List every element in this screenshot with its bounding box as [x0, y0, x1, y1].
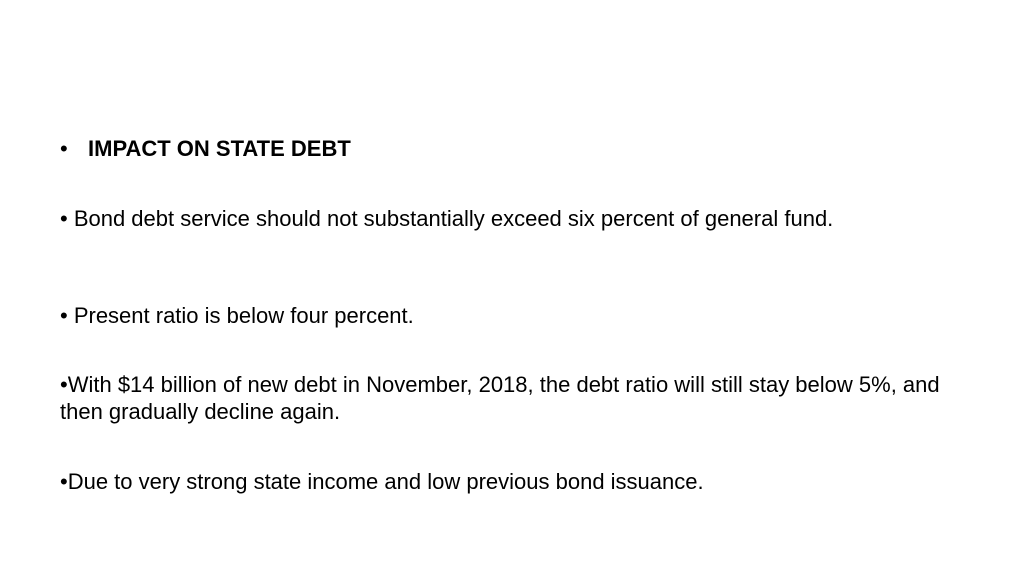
- paragraph-present-ratio: • Present ratio is below four percent.: [60, 303, 414, 328]
- heading-row: [60, 136, 351, 162]
- slide-heading: IMPACT ON STATE DEBT: [88, 136, 351, 161]
- heading-bullet: •: [60, 136, 68, 161]
- paragraph-reason: •Due to very strong state income and low previous bond issuance.: [60, 469, 704, 494]
- paragraph-new-debt: •With $14 billion of new debt in November, 2018, the debt ratio will still stay below 5%, and then gradually decline again.: [60, 372, 940, 424]
- paragraph-debt-service: • Bond debt service should not substantially exceed six percent of general fund.: [60, 206, 834, 231]
